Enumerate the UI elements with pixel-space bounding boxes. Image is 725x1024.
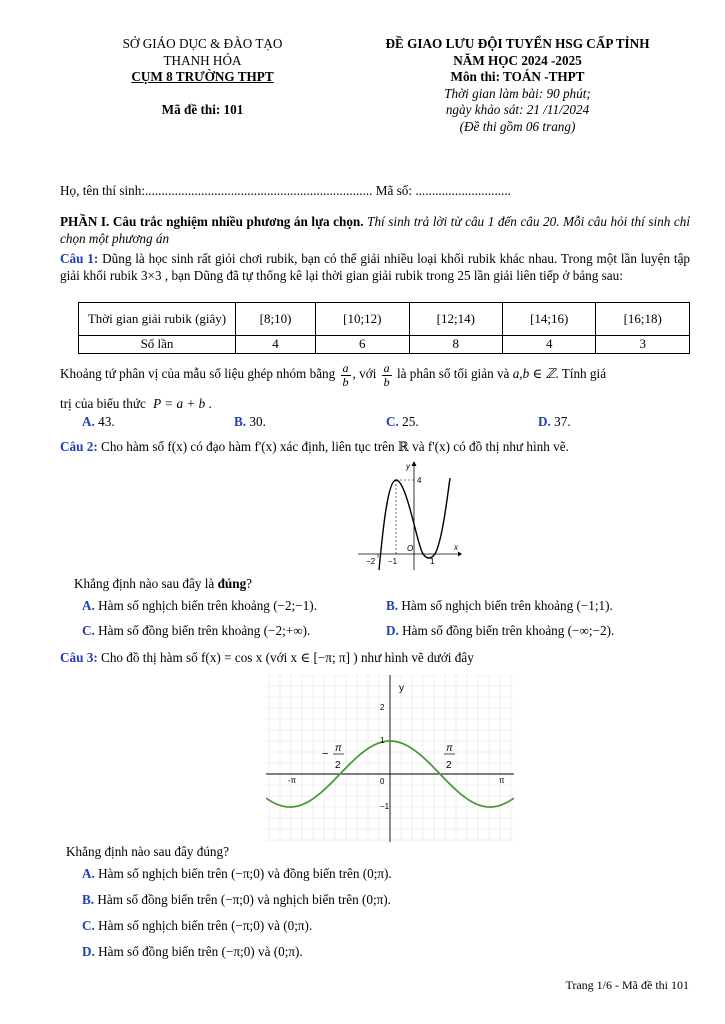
exam-date: ngày khảo sát: 21 /11/2024 <box>445 102 590 117</box>
q2-text-block <box>60 439 690 456</box>
label-4: 4 <box>417 476 422 485</box>
label-y: y <box>406 462 410 471</box>
q1-option-c[interactable] <box>386 414 419 431</box>
q2-option-b[interactable] <box>386 598 613 615</box>
option-text: Hàm số đồng biến trên khoảng (−∞;−2). <box>402 623 615 638</box>
q2-text: Cho hàm số f(x) có đạo hàm f'(x) xác định, liên tục trên ℝ và f'(x) có đồ thị như hình vẽ. <box>101 439 569 454</box>
option-text: 30. <box>249 414 266 429</box>
q1-option-b[interactable] <box>234 414 266 431</box>
q1-text: Dũng là học sinh rất giỏi chơi rubik, bạn có thể giải nhiều loại khối rubik khác nhau. Trong một lần luyện tập giải khối rubik 3×3 , bạn Dũng đã tự thống kê lại thời gian giải rubik trong 25 lần giải liên tiếp ở bảng sau: <box>60 251 691 283</box>
option-text: Hàm số đồng biến trên (−π;0) và (0;π). <box>98 944 303 959</box>
option-letter: A. <box>82 866 95 881</box>
q3-option-b[interactable] <box>82 892 391 909</box>
q3-option-a[interactable] <box>82 866 392 883</box>
option-letter: B. <box>82 892 95 907</box>
table-count-3: 8 <box>409 336 502 354</box>
option-letter: A. <box>82 598 95 613</box>
y-axis-arrow <box>412 461 417 466</box>
tick-label-2: 2 <box>380 703 385 712</box>
option-letter: C. <box>82 918 95 933</box>
q2-question-part: ? <box>246 576 253 591</box>
table-interval-5: [16;18) <box>596 303 690 336</box>
q3-label: Câu 3: <box>60 650 98 665</box>
label-minus-1: −1 <box>388 557 398 566</box>
label-origin: O <box>407 544 414 553</box>
table-count-5: 3 <box>596 336 690 354</box>
department-name: SỞ GIÁO DỤC & ĐÀO TẠO <box>122 36 283 51</box>
q2-option-c[interactable] <box>82 623 310 640</box>
option-text: Hàm số nghịch biến trên (−π;0) và (0;π). <box>98 918 313 933</box>
q3-question: Khẳng định nào sau đây đúng? <box>66 844 229 859</box>
q1-stem-part: , với <box>352 366 377 382</box>
q2-question <box>74 576 252 593</box>
table-header-time: Thời gian giải rubik (giây) <box>79 303 236 336</box>
label-minus-sign: − <box>322 748 329 760</box>
option-letter: A. <box>82 414 95 429</box>
option-letter: C. <box>386 414 399 429</box>
school-year: NĂM HỌC 2024 -2025 <box>453 52 582 68</box>
q3-option-d[interactable] <box>82 944 303 961</box>
frac-num: a <box>342 361 349 375</box>
page-footer: Trang 1/6 - Mã đề thi 101 <box>565 978 689 992</box>
q2-option-a[interactable] <box>82 598 317 615</box>
province-name: THANH HÓA <box>163 52 242 68</box>
q1-frequency-table <box>78 302 690 354</box>
frac-den: b <box>383 374 390 389</box>
table-interval-3: [12;14) <box>409 303 502 336</box>
part1-heading <box>60 214 690 247</box>
frac-num: a <box>383 361 390 375</box>
label-half-pi-num: π <box>446 743 453 754</box>
tick-label-minus-1: −1 <box>380 802 390 811</box>
part1-instruction: Thí sinh trả lời từ câu 1 đến câu 20. Mỗi câu hỏi thí sinh chỉ chọn một phương án <box>60 214 691 246</box>
table-count-4: 4 <box>503 336 596 354</box>
label-minus-2: −2 <box>366 557 376 566</box>
subject: Môn thi: TOÁN -THPT <box>450 69 585 84</box>
q2-derivative-graph <box>352 458 464 574</box>
q1-label: Câu 1: <box>60 251 99 266</box>
exam-code: Mã đề thi: 101 <box>161 101 244 117</box>
q1-stem-2 <box>60 396 690 413</box>
option-letter: D. <box>82 944 95 959</box>
option-text: 25. <box>402 414 419 429</box>
table-header-count: Số lần <box>79 336 236 354</box>
q2-question-emphasis: đúng <box>217 576 247 591</box>
option-text: Hàm số đồng biến trên khoảng (−2;+∞). <box>98 623 311 638</box>
tick-label-0: 0 <box>380 777 385 786</box>
q3-cosine-graph <box>266 675 514 842</box>
q1-stem-part: là phân số tối giản và <box>396 366 510 382</box>
label-neg-half-pi-den: 2 <box>335 760 341 771</box>
q1-text-block <box>60 251 690 284</box>
q1-fraction <box>382 362 392 388</box>
option-letter: B. <box>234 414 247 429</box>
q1-stem-part: Khoảng tứ phân vị của mẫu số liệu ghép nhóm bằng <box>60 366 336 382</box>
x-axis-arrow <box>458 552 462 557</box>
label-y: y <box>399 683 404 694</box>
q2-question-part: Khẳng định nào sau đây là <box>74 576 215 591</box>
q3-option-c[interactable] <box>82 918 312 935</box>
tick-label-pos-pi: π <box>499 776 505 785</box>
q1-stem-part: trị của biểu thức <box>60 396 146 411</box>
table-interval-1: [8;10) <box>236 303 316 336</box>
q3-text-block <box>60 650 690 667</box>
q3-text: Cho đồ thị hàm số f(x) = cos x (với x ∈ [−π; π] ) như hình vẽ dưới đây <box>101 650 474 665</box>
header-left <box>60 36 345 118</box>
q1-expression: P = a + b <box>153 396 206 411</box>
student-info-line: Họ, tên thí sinh:..................................................................... Mã số: ............................. <box>60 183 511 198</box>
option-text: Hàm số nghịch biến trên khoảng (−2;−1). <box>98 598 317 613</box>
tick-label-1: 1 <box>380 736 385 745</box>
option-letter: D. <box>538 414 551 429</box>
label-half-pi-den: 2 <box>446 760 452 771</box>
option-letter: C. <box>82 623 95 638</box>
school-cluster: CỤM 8 TRƯỜNG THPT <box>131 69 274 84</box>
option-text: 37. <box>554 414 571 429</box>
q1-integer-condition: a,b ∈ ℤ <box>512 366 556 382</box>
option-text: Hàm số nghịch biến trên (−π;0) và đồng biến trên (0;π). <box>98 866 392 881</box>
tick-label-neg-pi: -π <box>288 776 297 785</box>
table-interval-2: [10;12) <box>316 303 409 336</box>
q1-fraction <box>341 362 351 388</box>
page-count: (Đề thi gồm 06 trang) <box>459 118 576 134</box>
q1-option-a[interactable] <box>82 414 115 431</box>
option-letter: B. <box>386 598 399 613</box>
q1-stem-part: . Tính giá <box>555 366 607 382</box>
q2-label: Câu 2: <box>60 439 98 454</box>
option-letter: D. <box>386 623 399 638</box>
table-count-1: 4 <box>236 336 316 354</box>
part1-title: PHẦN I. Câu trắc nghiệm nhiều phương án lựa chọn. <box>60 214 364 229</box>
option-text: 43. <box>98 414 115 429</box>
q1-stem <box>60 362 690 388</box>
duration: Thời gian làm bài: 90 phút; <box>444 85 591 101</box>
label-x: x <box>454 543 458 552</box>
header-right <box>345 36 690 135</box>
option-text: Hàm số đồng biến trên (−π;0) và nghịch biến trên (0;π). <box>97 892 391 907</box>
q1-stem-part: . <box>208 396 212 411</box>
q2-option-d[interactable] <box>386 623 614 640</box>
q1-option-d[interactable] <box>538 414 571 431</box>
frac-den: b <box>342 374 349 389</box>
label-neg-half-pi-num: π <box>335 743 342 754</box>
option-text: Hàm số nghịch biến trên khoảng (−1;1). <box>401 598 613 613</box>
exam-title: ĐỀ GIAO LƯU ĐỘI TUYỂN HSG CẤP TỈNH <box>385 36 650 51</box>
label-1: 1 <box>430 557 435 566</box>
table-count-2: 6 <box>316 336 409 354</box>
table-interval-4: [14;16) <box>503 303 596 336</box>
